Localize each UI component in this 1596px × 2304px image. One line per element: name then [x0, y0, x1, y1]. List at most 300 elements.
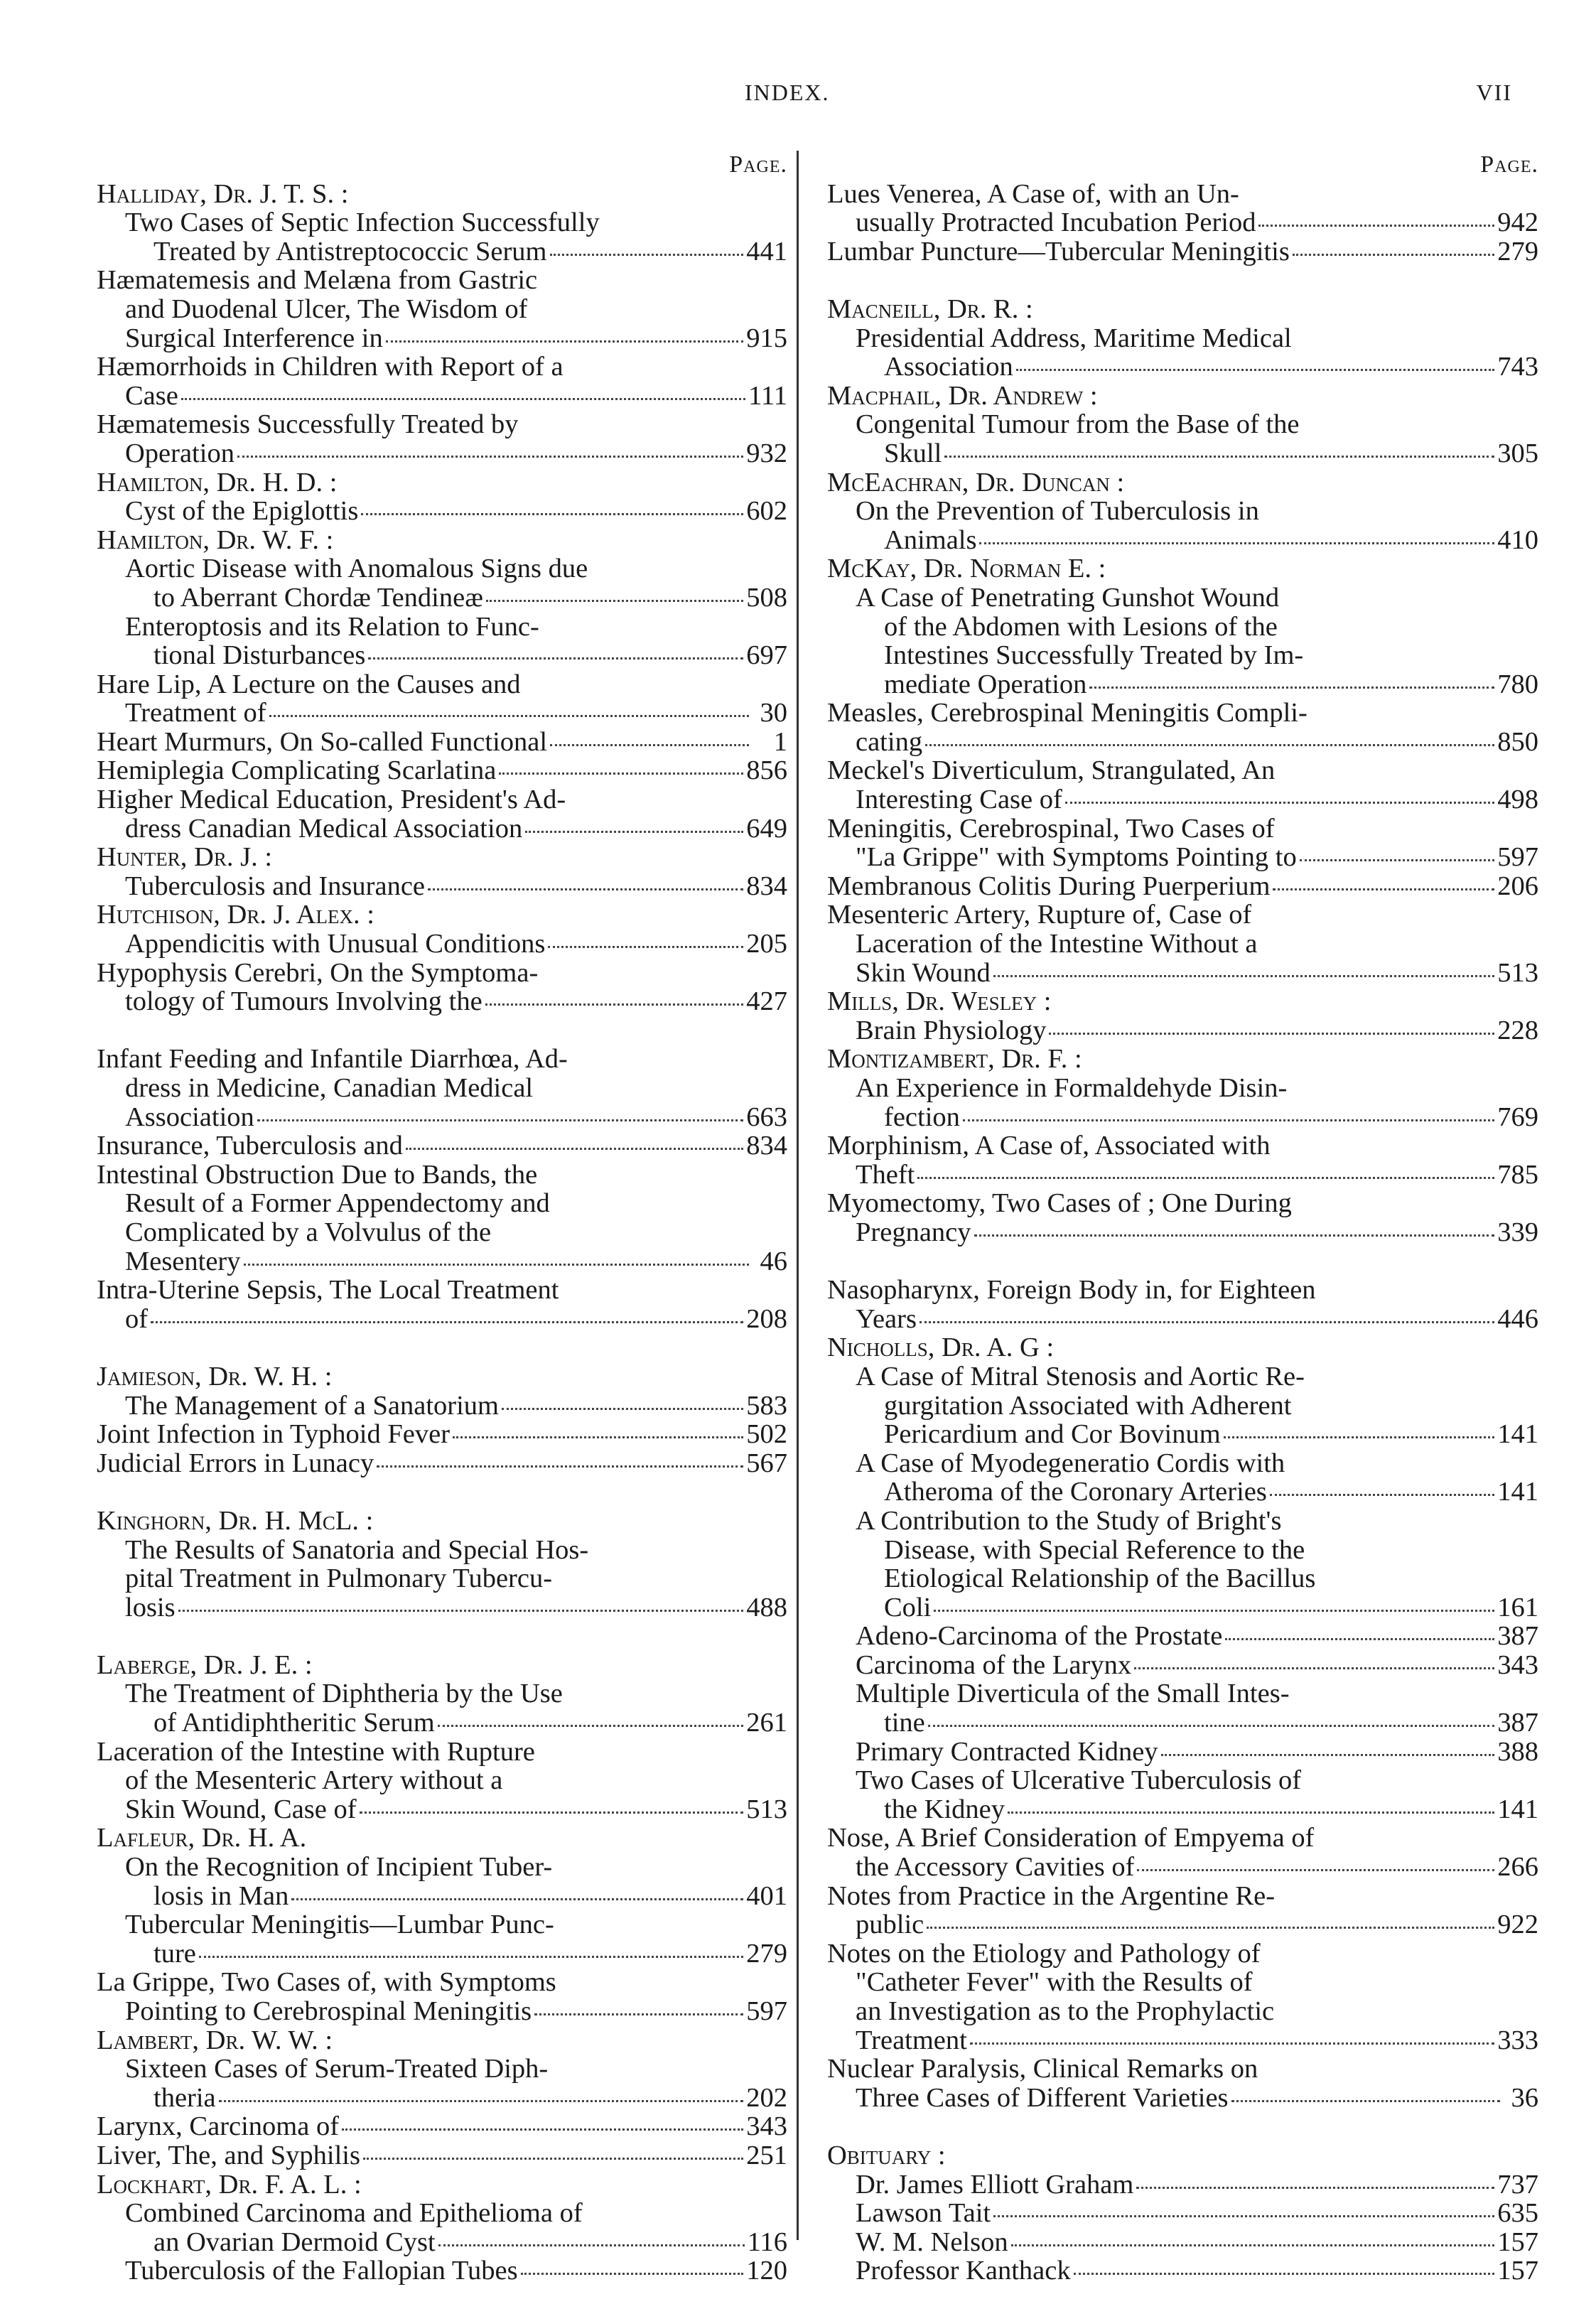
page-reference: 205 — [746, 929, 787, 959]
index-line — [97, 1276, 787, 1305]
dot-leader — [502, 1408, 743, 1410]
dot-leader — [934, 1610, 1494, 1612]
entry-text: Skin Wound, Case of — [125, 1794, 357, 1824]
entry-text: Animals — [884, 525, 977, 555]
dot-leader — [1016, 369, 1494, 371]
entry-text: Result of a Former Appendectomy and — [125, 1189, 550, 1218]
entry-text: Treatment — [856, 2025, 967, 2055]
entry-text: A Case of Mitral Stenosis and Aortic Re- — [856, 1362, 1305, 1391]
index-line — [827, 1016, 1538, 1045]
dot-leader — [1137, 1869, 1494, 1871]
index-line — [97, 1795, 787, 1824]
dot-leader — [927, 1927, 1494, 1929]
entry-text: Hypophysis Cerebri, On the Symptoma- — [97, 958, 539, 988]
dot-leader — [386, 340, 744, 343]
index-line — [97, 1161, 787, 1190]
entry-text: Hare Lip, A Lecture on the Causes and — [97, 669, 521, 699]
entry-text: Appendicitis with Unusual Conditions — [125, 930, 546, 959]
index-line — [97, 2084, 787, 2113]
page-column-heading: Page. — [1480, 151, 1538, 178]
index-line — [827, 1679, 1538, 1708]
dot-leader — [499, 773, 743, 775]
index-line — [827, 295, 1538, 324]
entry-text: A Case of Myodegeneratio Cordis with — [856, 1448, 1285, 1478]
dot-leader — [1089, 687, 1494, 689]
page-reference: 583 — [746, 1390, 787, 1421]
entry-text: Professor Kanthack — [856, 2256, 1071, 2286]
index-line — [827, 930, 1538, 959]
index-line — [827, 1420, 1538, 1449]
index-line — [827, 699, 1538, 728]
entry-text: Tubercular Meningitis—Lumbar Punc- — [125, 1910, 554, 1939]
index-line — [97, 1738, 787, 1767]
index-line — [97, 1824, 787, 1853]
index-line — [827, 1651, 1538, 1680]
entry-text: usually Protracted Incubation Period — [856, 208, 1256, 237]
index-line — [97, 1708, 787, 1738]
index-line — [97, 670, 787, 699]
index-line — [97, 959, 787, 988]
dot-leader — [1136, 2187, 1494, 2189]
index-line — [827, 2228, 1538, 2257]
entry-text: Heart Murmurs, On So-called Functional — [97, 727, 548, 757]
page-reference: 942 — [1497, 208, 1538, 238]
page-reference: 502 — [746, 1419, 787, 1450]
page-reference: 780 — [1497, 669, 1538, 699]
entry-text: tology of Tumours Involving the — [125, 987, 482, 1016]
page-reference: 743 — [1497, 352, 1538, 382]
dot-leader — [979, 542, 1494, 544]
entry-text: Operation — [125, 438, 234, 468]
dot-leader — [1231, 2100, 1500, 2102]
author-heading: Kinghorn, Dr. H. McL. : — [97, 1506, 374, 1536]
dot-leader — [1224, 1436, 1495, 1438]
dot-leader — [1049, 1033, 1494, 1035]
index-line — [827, 2055, 1538, 2084]
index-line — [827, 324, 1538, 353]
index-line — [827, 756, 1538, 785]
page-reference: 157 — [1497, 2256, 1538, 2286]
index-line — [827, 1882, 1538, 1911]
dot-leader — [963, 1119, 1494, 1121]
author-heading: McKay, Dr. Norman E. : — [827, 554, 1106, 583]
entry-text: cating — [856, 727, 923, 757]
index-line — [97, 728, 787, 757]
index-line — [827, 1795, 1538, 1824]
entry-text: to Aberrant Chordæ Tendineæ — [153, 583, 483, 613]
entry-text: Multiple Diverticula of the Small Intes- — [856, 1679, 1290, 1709]
index-line — [97, 1536, 787, 1565]
index-line — [827, 439, 1538, 468]
index-line — [827, 814, 1538, 844]
page-reference: 508 — [746, 582, 787, 613]
index-line — [827, 1218, 1538, 1247]
index-line — [827, 1045, 1538, 1074]
page-reference: 161 — [1497, 1592, 1538, 1622]
entry-text: Hæmatemesis and Melæna from Gastric — [97, 266, 538, 295]
entry-text: The Treatment of Diphtheria by the Use — [125, 1679, 563, 1709]
index-line — [97, 613, 787, 642]
index-line — [97, 1651, 787, 1680]
entry-text: losis in Man — [153, 1881, 289, 1911]
entry-text: "Catheter Fever" with the Results of — [856, 1968, 1253, 1997]
entry-text: gurgitation Associated with Adherent — [884, 1391, 1292, 1421]
entry-text: theria — [153, 2083, 216, 2113]
index-line — [827, 1276, 1538, 1305]
entry-text: W. M. Nelson — [856, 2227, 1008, 2257]
author-heading: Lambert, Dr. W. W. : — [97, 2025, 333, 2055]
index-line — [827, 1939, 1538, 1969]
author-heading: Lockhart, Dr. F. A. L. : — [97, 2170, 362, 2200]
entry-text: dress in Medicine, Canadian Medical — [125, 1074, 534, 1103]
index-line — [97, 2055, 787, 2084]
entry-text: Pregnancy — [856, 1217, 971, 1247]
index-line — [827, 1564, 1538, 1593]
index-line — [97, 699, 787, 728]
entry-text: Joint Infection in Typhoid Fever — [97, 1420, 451, 1449]
entry-text: Measles, Cerebrospinal Meningitis Compli- — [827, 699, 1307, 728]
index-line — [827, 1708, 1538, 1738]
entry-text: Tuberculosis and Insurance — [125, 871, 425, 901]
dot-leader — [406, 1148, 743, 1150]
index-line — [97, 1593, 787, 1622]
index-line — [827, 1738, 1538, 1767]
index-line — [827, 410, 1538, 439]
entry-text: Hæmatemesis Successfully Treated by — [97, 410, 519, 439]
index-line — [827, 1305, 1538, 1334]
author-heading: Mills, Dr. Wesley : — [827, 987, 1052, 1016]
entry-text: Notes on the Etiology and Pathology of — [827, 1939, 1261, 1969]
index-section — [97, 180, 787, 1016]
index-line — [97, 468, 787, 497]
page-reference: 387 — [1497, 1708, 1538, 1738]
page-reference: 333 — [1497, 2025, 1538, 2055]
entry-text: Coli — [884, 1593, 932, 1622]
index-line — [97, 352, 787, 382]
index-line — [97, 410, 787, 439]
author-heading: Hunter, Dr. J. : — [97, 843, 273, 872]
entry-text: Interesting Case of — [856, 785, 1062, 814]
dot-leader — [363, 2158, 743, 2160]
index-line — [827, 959, 1538, 988]
index-line — [827, 613, 1538, 642]
entry-text: Primary Contracted Kidney — [856, 1737, 1158, 1767]
dot-leader — [1074, 2273, 1495, 2275]
index-line — [827, 468, 1538, 497]
page-reference: 266 — [1497, 1852, 1538, 1883]
index-line — [97, 930, 787, 959]
index-line — [827, 1103, 1538, 1132]
dot-leader — [1134, 1667, 1494, 1669]
index-line — [97, 987, 787, 1016]
index-line — [97, 1679, 787, 1708]
dot-leader — [368, 657, 743, 660]
dot-leader — [257, 1119, 743, 1121]
dot-leader — [377, 1465, 743, 1468]
entry-text: Meningitis, Cerebrospinal, Two Cases of — [827, 814, 1275, 844]
index-section — [827, 1276, 1538, 2112]
entry-text: Combined Carcinoma and Epithelioma of — [125, 2199, 583, 2228]
index-line — [827, 1910, 1538, 1939]
author-heading: Obituary : — [827, 2141, 946, 2170]
entry-text: Notes from Practice in the Argentine Re- — [827, 1881, 1276, 1911]
index-line — [827, 1449, 1538, 1478]
entry-text: Nuclear Paralysis, Clinical Remarks on — [827, 2055, 1258, 2084]
page-reference: 513 — [1497, 957, 1538, 988]
left-entries — [97, 180, 787, 2286]
entry-text: Intra-Uterine Sepsis, The Local Treatment — [97, 1276, 559, 1305]
index-line — [97, 497, 787, 526]
right-index-column — [827, 151, 1538, 2286]
index-line — [97, 2199, 787, 2228]
page-reference: 343 — [1497, 1649, 1538, 1680]
entry-text: mediate Operation — [884, 669, 1087, 699]
index-section — [827, 180, 1538, 267]
index-section — [97, 1045, 787, 1333]
dot-leader — [291, 1898, 743, 1900]
index-line — [97, 1766, 787, 1795]
dot-leader — [525, 831, 743, 833]
entry-text: public — [856, 1910, 924, 1939]
index-line — [827, 1391, 1538, 1421]
index-line — [97, 208, 787, 237]
entry-text: Cyst of the Epiglottis — [125, 497, 359, 526]
index-line — [97, 526, 787, 555]
index-line — [97, 1420, 787, 1449]
index-line — [97, 2112, 787, 2141]
index-line — [97, 1074, 787, 1103]
entry-text: the Accessory Cavities of — [856, 1853, 1135, 1882]
index-line — [827, 1507, 1538, 1536]
index-line — [827, 1824, 1538, 1853]
entry-text: of — [125, 1304, 149, 1334]
entry-text: Enteroptosis and its Relation to Func- — [125, 612, 539, 642]
page-reference: 602 — [746, 496, 787, 527]
page-reference: 441 — [746, 236, 787, 267]
index-line — [827, 1477, 1538, 1507]
page-reference: 30 — [760, 698, 787, 728]
index-line — [97, 1449, 787, 1478]
entry-text: Mesentery — [125, 1247, 241, 1276]
entry-text: Intestines Successfully Treated by Im- — [884, 641, 1304, 670]
index-line — [827, 1593, 1538, 1622]
page-reference: 157 — [1497, 2227, 1538, 2257]
index-line — [97, 1507, 787, 1536]
dot-leader — [361, 513, 743, 515]
dot-leader — [342, 2128, 743, 2131]
page-reference: 513 — [746, 1794, 787, 1824]
index-line — [827, 728, 1538, 757]
dot-leader — [1008, 1812, 1494, 1814]
index-line — [827, 641, 1538, 670]
page-reference: 769 — [1497, 1102, 1538, 1132]
index-line — [97, 1968, 787, 1997]
page-reference: 279 — [746, 1938, 787, 1969]
index-line — [97, 1362, 787, 1391]
page-reference: 856 — [746, 755, 787, 786]
entry-text: of the Mesenteric Artery without a — [125, 1766, 503, 1795]
entry-text: La Grippe, Two Cases of, with Symptoms — [97, 1968, 556, 1997]
index-line — [827, 2199, 1538, 2228]
entry-text: Lawson Tait — [856, 2199, 991, 2228]
page-reference: 427 — [746, 986, 787, 1017]
dot-leader — [928, 1725, 1495, 1727]
index-line — [827, 180, 1538, 209]
left-index-column — [97, 151, 787, 2286]
entry-text: pital Treatment in Pulmonary Tubercu- — [125, 1564, 553, 1593]
entry-text: Congenital Tumour from the Base of the — [856, 410, 1300, 439]
entry-text: Hæmorrhoids in Children with Report of a — [97, 352, 564, 382]
entry-text: Higher Medical Education, President's Ad- — [97, 785, 566, 814]
index-line — [827, 583, 1538, 613]
index-line — [827, 1766, 1538, 1795]
entry-text: Complicated by a Volvulus of the — [125, 1217, 492, 1247]
entry-text: Myomectomy, Two Cases of ; One During — [827, 1189, 1292, 1218]
page-reference: 1 — [773, 726, 787, 757]
page-reference: 488 — [746, 1592, 787, 1622]
dot-leader — [550, 744, 749, 746]
entry-text: On the Recognition of Incipient Tuber- — [125, 1853, 553, 1882]
entry-text: Nose, A Brief Consideration of Empyema of — [827, 1824, 1315, 1853]
dot-leader — [151, 1321, 743, 1323]
entry-text: Case — [125, 381, 178, 411]
entry-text: Treatment of — [125, 699, 266, 728]
author-heading: Lafleur, Dr. H. A. — [97, 1824, 307, 1853]
entry-text: Lumbar Puncture—Tubercular Meningitis — [827, 237, 1290, 267]
page-reference: 410 — [1497, 524, 1538, 555]
dot-leader — [521, 2273, 744, 2275]
index-line — [827, 1853, 1538, 1882]
entry-text: Aortic Disease with Anomalous Signs due — [125, 554, 588, 583]
entry-text: Infant Feeding and Infantile Diarrhœa, Ad- — [97, 1045, 568, 1074]
index-line — [97, 900, 787, 930]
dot-leader — [486, 600, 743, 602]
author-heading: Laberge, Dr. J. E. : — [97, 1650, 313, 1680]
index-line — [827, 1968, 1538, 1997]
entry-text: Carcinoma of the Larynx — [856, 1650, 1132, 1680]
entry-text: losis — [125, 1593, 176, 1622]
index-line — [827, 382, 1538, 411]
index-section — [827, 295, 1538, 1247]
page-reference: 635 — [1497, 2198, 1538, 2229]
page-reference: 116 — [747, 2227, 787, 2257]
page-reference: 663 — [746, 1102, 787, 1132]
entry-text: Adeno-Carcinoma of the Prostate — [856, 1622, 1223, 1651]
index-line — [97, 814, 787, 844]
page-reference: 922 — [1497, 1910, 1538, 1940]
right-entries — [827, 180, 1538, 2286]
entry-text: Sixteen Cases of Serum-Treated Diph- — [125, 2055, 549, 2084]
index-line — [97, 1853, 787, 1882]
page-reference: 401 — [746, 1880, 787, 1911]
entry-text: Judicial Errors in Lunacy — [97, 1448, 374, 1478]
index-line — [97, 1218, 787, 1247]
page-reference: 343 — [746, 2111, 787, 2142]
page-reference: 850 — [1497, 726, 1538, 757]
author-heading: Hutchison, Dr. J. Alex. : — [97, 900, 374, 930]
dot-leader — [993, 975, 1494, 977]
index-line — [827, 526, 1538, 555]
dot-leader — [199, 1956, 743, 1958]
entry-text: Laceration of the Intestine with Rupture — [97, 1737, 535, 1767]
index-line — [97, 1247, 787, 1276]
column-divider — [797, 151, 799, 2240]
entry-text: Pericardium and Cor Bovinum — [884, 1420, 1221, 1449]
author-heading: Nicholls, Dr. A. G : — [827, 1333, 1055, 1362]
page-reference: 36 — [1511, 2082, 1538, 2113]
entry-text: Disease, with Special Reference to the — [884, 1535, 1305, 1565]
dot-leader — [453, 1436, 743, 1438]
dot-leader — [1161, 1754, 1495, 1756]
dot-leader — [244, 1264, 750, 1266]
entry-text: and Duodenal Ulcer, The Wisdom of — [125, 294, 528, 324]
index-line — [97, 180, 787, 209]
index-line — [827, 497, 1538, 526]
entry-text: An Experience in Formaldehyde Disin- — [856, 1074, 1288, 1103]
index-line — [827, 987, 1538, 1016]
dot-leader — [993, 2215, 1494, 2217]
dot-leader — [1011, 2244, 1495, 2246]
entry-text: dress Canadian Medical Association — [125, 814, 523, 844]
author-heading: Hamilton, Dr. W. F. : — [97, 525, 334, 555]
page-reference: 339 — [1497, 1217, 1538, 1247]
index-line — [827, 1161, 1538, 1190]
entry-text: Meckel's Diverticulum, Strangulated, An — [827, 756, 1276, 786]
index-line — [827, 237, 1538, 267]
page-reference: 251 — [746, 2140, 787, 2170]
entry-text: Two Cases of Septic Infection Successfully — [125, 208, 600, 237]
index-line — [97, 237, 787, 267]
page-reference: 202 — [746, 2082, 787, 2113]
page-reference: 141 — [1497, 1419, 1538, 1450]
dot-leader — [438, 1725, 744, 1727]
entry-text: Larynx, Carcinoma of — [97, 2112, 340, 2141]
page-reference: 46 — [760, 1246, 787, 1276]
index-line — [97, 2256, 787, 2286]
dot-leader — [269, 715, 749, 717]
index-section — [97, 1362, 787, 1477]
page-reference: 111 — [748, 380, 787, 411]
page-reference: 649 — [746, 813, 787, 844]
entry-text: Morphinism, A Case of, Associated with — [827, 1131, 1271, 1161]
entry-text: Hemiplegia Complicating Scarlatina — [97, 756, 497, 786]
entry-text: Three Cases of Different Varieties — [856, 2083, 1229, 2113]
index-line — [97, 1939, 787, 1969]
author-heading: Macphail, Dr. Andrew : — [827, 381, 1098, 411]
index-line — [97, 2141, 787, 2170]
index-line — [827, 1536, 1538, 1565]
entry-text: Dr. James Elliott Graham — [856, 2170, 1134, 2200]
index-line — [97, 1103, 787, 1132]
dot-leader — [1258, 225, 1494, 227]
index-line — [97, 785, 787, 814]
entry-text: Years — [856, 1304, 917, 1334]
index-line — [827, 2170, 1538, 2200]
entry-text: Theft — [856, 1160, 915, 1190]
index-line — [827, 2084, 1538, 2113]
index-line — [827, 208, 1538, 237]
author-heading: Halliday, Dr. J. T. S. : — [97, 179, 349, 209]
index-line — [97, 1305, 787, 1334]
index-line — [97, 843, 787, 872]
dot-leader — [485, 1003, 744, 1006]
index-line — [97, 295, 787, 324]
entry-text: Two Cases of Ulcerative Tuberculosis of — [856, 1766, 1302, 1795]
index-line — [827, 670, 1538, 699]
page-reference: 279 — [1497, 236, 1538, 267]
author-heading: Jamieson, Dr. W. H. : — [97, 1362, 333, 1391]
entry-text: Insurance, Tuberculosis and — [97, 1131, 403, 1161]
